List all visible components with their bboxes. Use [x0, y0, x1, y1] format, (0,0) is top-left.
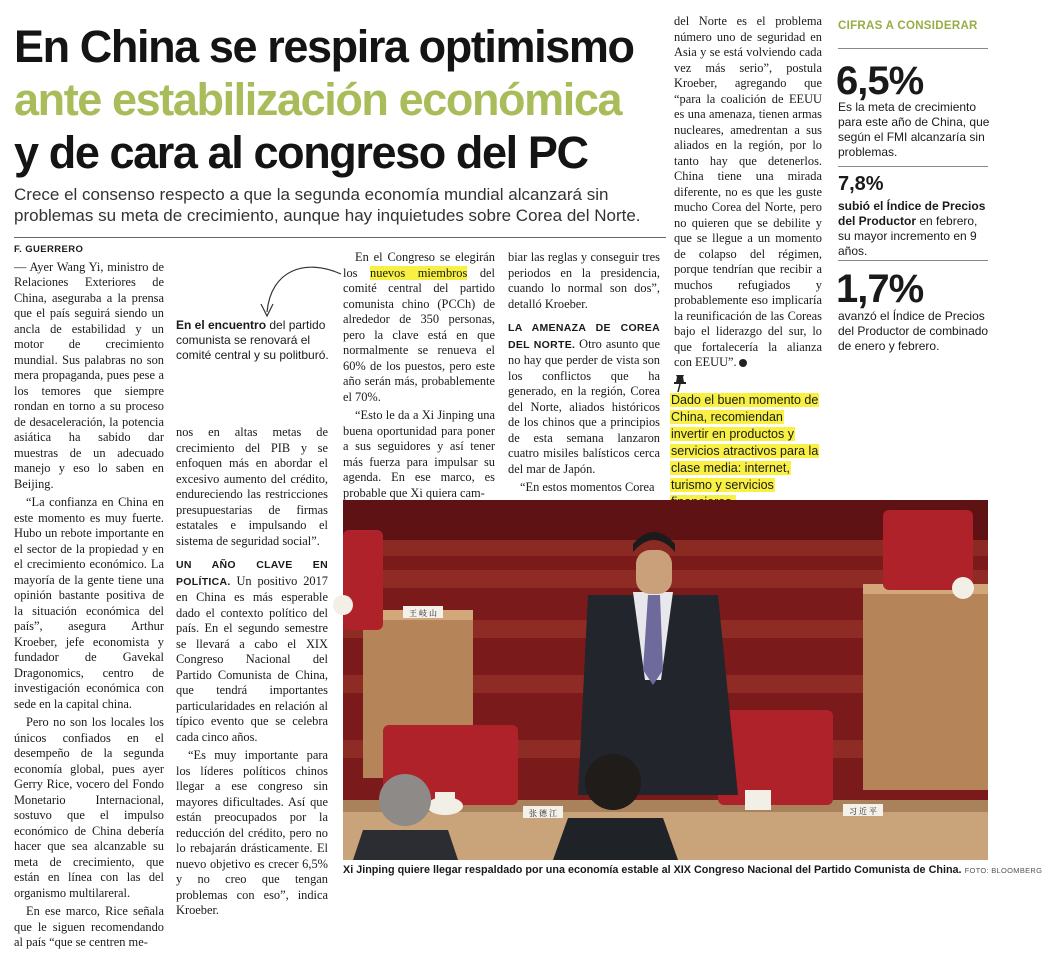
- highlighted-text: nuevos miembros: [370, 265, 468, 280]
- pull-quote: [670, 392, 822, 511]
- stat-value-2: 7,8%: [838, 173, 884, 195]
- curved-arrow-icon: [255, 262, 345, 320]
- paragraph: “Es muy importante para los líderes políticos chinos llegar a ese congreso sin mayores dificultades. Así que están preocupados por la reducción del crédito, pero no lo rebajarán drásticamente. El nuevo objetivo es crecer 6,5% y no creo que tengan problemas con eso”, indica Kroeber.: [176, 748, 328, 917]
- headline-line-1: En China se respira optimismo: [14, 21, 634, 72]
- nameplate: 习 近 平: [849, 807, 877, 816]
- caption-text: Xi Jinping quiere llegar respaldado por una economía estable al XIX Congreso Nacional del Partido Comunista de China.: [343, 864, 962, 876]
- section-heading: UN AÑO CLAVE EN POLÍTICA.: [176, 559, 328, 588]
- pull-quote-text: Dado el buen momento de China, recomiendan invertir en productos y servicios atractivos para la clase media: internet, turismo y servicios: [670, 393, 819, 509]
- stat-value-1: 6,5%: [836, 59, 924, 103]
- paragraph-text: del comité central del partido comunista chino (PCCh) de alrededor de 350 personas, pero la clave está en que normalmente se renueva el 60% de los puestos, pero este año serán más, probablemente el 70%.: [343, 265, 495, 404]
- paragraph: “Esto le da a Xi Jinping una buena oportunidad para poner a sus seguidores y así tener más fuerza para impulsar su agenda. En ese marco, es probable que Xi quiera cam-: [343, 408, 495, 500]
- article-column-4: [508, 250, 660, 499]
- paragraph: del Norte es el problema número uno de seguridad en Asia y se está volviendo cada vez más serio”, postula Kroeber, agregando que “para la coalición de EEUU es una amenaza, tienen armas nucleares, amedrentan a sus aliados en la región, por lo tanto hay que detenerlos. China tiene una mirada diferente, no es que les guste mucho Corea del Norte, pero no quieren que se debilite y que se llegue a un momento de colapso del régimen, porque tendrían que recibir a muchos refugiados y probablemente eso implicaría la reunificación de las Coreas bajo el liderazgo del sur, lo que fortalecería la alianza con EEUU”.: [674, 14, 822, 369]
- stat-description-2: [838, 199, 990, 259]
- nameplate: 张 德 江: [529, 809, 557, 818]
- divider: [14, 237, 666, 238]
- article-column-5: [674, 14, 822, 374]
- paragraph: — Ayer Wang Yi, ministro de Relaciones Exteriores de China, aseguraba a la prensa que el país seguirá siendo un ancla de estabilidad y un motor de crecimiento mundial. Sus palabras no son mera propaganda, pues pese a los temores que siempre rondan en torno a su proceso de desaceleración, la potencia asiática ha sabido dar muestras de un adecuado manejo y eso lo saben en Beijing.: [14, 259, 164, 491]
- paragraph: biar las reglas y conseguir tres periodos en la presidencia, cuando lo normal son dos”, detalló Kroeber.: [508, 250, 660, 311]
- callout: [176, 318, 341, 363]
- headline: [14, 20, 664, 179]
- paragraph: nos en altas metas de crecimiento del PIB y se enfoquen más en abordar el excesivo aumento del crédito, endureciendo las restricciones presupuestarias de firmas estatales e impulsando el sistema de seguridad social”.: [176, 425, 328, 548]
- article-column-2: [176, 425, 328, 922]
- stat-description-3: avanzó el Índice de Precios del Productor de combinado de enero y febrero.: [838, 309, 989, 353]
- stat-description-2-text: en febrero, su mayor incremento en 9 años.: [838, 214, 978, 258]
- stat-description-1: Es la meta de crecimiento para este año de China, que según el FMI alcanzaría sin problemas.: [838, 100, 990, 159]
- paragraph: Un positivo 2017 en China es más esperable dado el contexto político del país. En el segundo semestre se llevará a cabo el XIX Congreso Nacional del Partido Comunista de China, que tendrá importantes particularidades en relación al típico evento que se celebra cada cinco años.: [176, 573, 328, 744]
- article-column-3: [343, 250, 495, 504]
- paragraph: “La confianza en China en este momento es muy fuerte. Hubo un rebote importante en el sector de la propiedad y en el crecimiento económico. La mayoría de la gente tiene una opinión bastante positiva de la situación económica del país”, asegura Arthur Kroeber, jefe economista y fundador de Gavekal Dragonomics, centro de investigación económica con sede en la capital china.: [14, 495, 164, 711]
- photo-caption: [343, 864, 1042, 876]
- sidebar-divider: [838, 260, 988, 261]
- photo-illustration: [343, 500, 988, 860]
- sidebar-divider: [838, 166, 988, 167]
- end-mark-icon: [739, 359, 747, 367]
- stat-description-2-bold: subió el Índice de Precios del Productor: [838, 199, 986, 228]
- byline: F. GUERRERO: [14, 244, 84, 255]
- photo-credit: FOTO: BLOOMBERG: [964, 866, 1042, 875]
- callout-text: del partido comunista se renovará el comité central y su politburó.: [176, 318, 329, 362]
- paragraph: Otro asunto que no hay que perder de vista son los conflictos que ha generado, en la región, Corea del Norte, aliados históricos de los chinos que a principios de esta semana lanzaron cuatro misiles balísticos cerca del mar de Japón.: [508, 336, 660, 476]
- paragraph: En ese marco, Rice señala que le siguen recomendando al país “que se centren me-: [14, 904, 164, 949]
- nameplate: 王 岐 山: [409, 609, 437, 618]
- pushpin-icon: [672, 373, 688, 393]
- news-photo: [343, 500, 988, 860]
- sidebar-divider: [838, 48, 988, 49]
- paragraph-text: En el Congreso se elegirán los: [343, 250, 495, 280]
- callout-bold: En el encuentro: [176, 318, 267, 332]
- subheadline: Crece el consenso respecto a que la segunda economía mundial alcanzará sin problemas su meta de crecimiento, aunque hay inquietudes sobre Corea del Norte.: [14, 185, 641, 225]
- paragraph: Pero no son los locales los únicos confiados en el desempeño de la segunda economía global, pues ayer Gerry Rice, vocero del Fondo Monetario Internacional, sostuvo que el impulso económico de China debería hacer que sea alcanzable su meta de crecimiento, que están en línea con las del organismo multilareral.: [14, 715, 164, 900]
- sidebar-title: CIFRAS A CONSIDERAR: [838, 20, 978, 32]
- headline-line-3: y de cara al congreso del PC: [14, 127, 588, 178]
- stat-value-3: 1,7%: [836, 267, 924, 311]
- article-column-1: [14, 242, 164, 954]
- headline-line-2: ante estabilización económica: [14, 74, 622, 125]
- section-heading: LA AMENAZA DE COREA DEL NORTE.: [508, 322, 660, 351]
- paragraph: “En estos momentos Corea: [520, 480, 655, 494]
